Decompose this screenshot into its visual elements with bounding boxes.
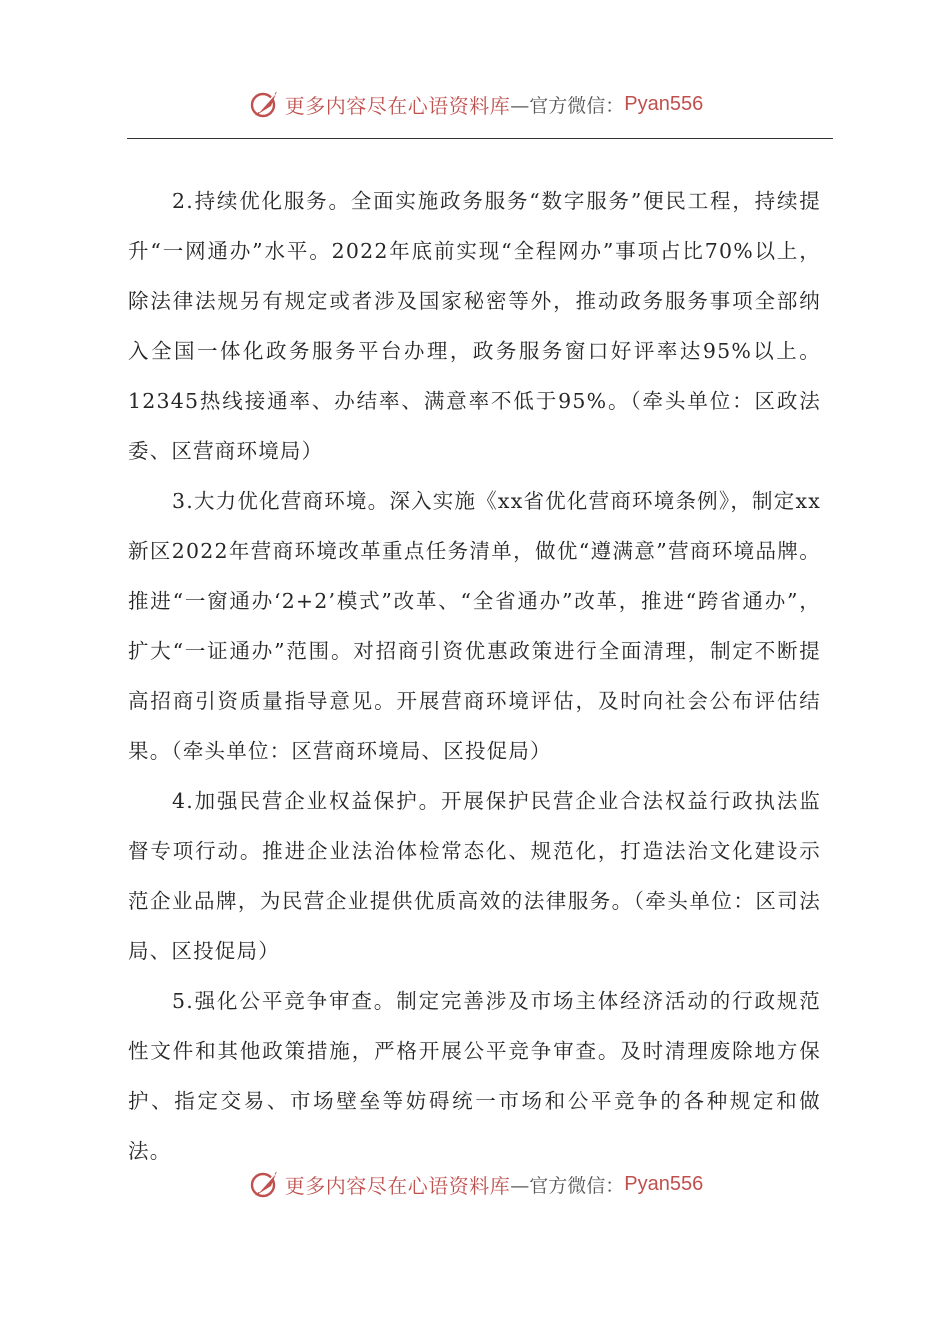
document-body xyxy=(128,176,821,1176)
footer-wechat-id: Pyan556 xyxy=(624,1172,704,1195)
paragraph-item-4: 4.加强民营企业权益保护。开展保护民营企业合法权益行政执法监督专项行动。推进企业法治体检常态化、规范化，打造法治文化建设示范企业品牌，为民营企业提供优质高效的法律服务。（牵头单位：区司法局、区投促局） xyxy=(128,789,821,963)
header-divider xyxy=(127,138,833,139)
footer-wechat-text: —官方微信： xyxy=(510,1174,625,1197)
header-wechat-id: Pyan556 xyxy=(624,92,704,115)
header-banner xyxy=(0,82,950,126)
header-wechat-text: —官方微信： xyxy=(510,94,625,117)
footer-site-text: 更多内容尽在心语资料库 xyxy=(284,1173,511,1198)
paragraph-item-2: 2.持续优化服务。全面实施政务服务“数字服务”便民工程，持续提升“一网通办”水平。2022年底前实现“全程网办”事项占比70%以上，除法律法规另有规定或者涉及国家秘密等外，推动政务服务事项全部纳入全国一体化政务服务平台办理，政务服务窗口好评率达95%以上。12345热线接通率、办结率、满意率不低于95%。（牵头单位：区政法委、区营商环境局） xyxy=(128,189,821,463)
quill-pen-logo-icon xyxy=(247,1166,283,1202)
quill-pen-logo-icon xyxy=(247,86,283,122)
paragraph-item-3: 3.大力优化营商环境。深入实施《xx省优化营商环境条例》，制定xx新区2022年营商环境改革重点任务清单，做优“遵满意”营商环境品牌。推进“一窗通办‘2+2’模式”改革、“全省通办”改革，推进“跨省通办”，扩大“一证通办”范围。对招商引资优惠政策进行全面清理，制定不断提高招商引资质量指导意见。开展营商环境评估，及时向社会公布评估结果。（牵头单位：区营商环境局、区投促局） xyxy=(128,489,821,763)
footer-banner xyxy=(0,1162,950,1206)
paragraph-item-5: 5.强化公平竞争审查。制定完善涉及市场主体经济活动的行政规范性文件和其他政策措施，严格开展公平竞争审查。及时清理废除地方保护、指定交易、市场壁垒等妨碍统一市场和公平竞争的各种规定和做法。 xyxy=(128,989,821,1163)
header-site-text: 更多内容尽在心语资料库 xyxy=(284,93,511,118)
